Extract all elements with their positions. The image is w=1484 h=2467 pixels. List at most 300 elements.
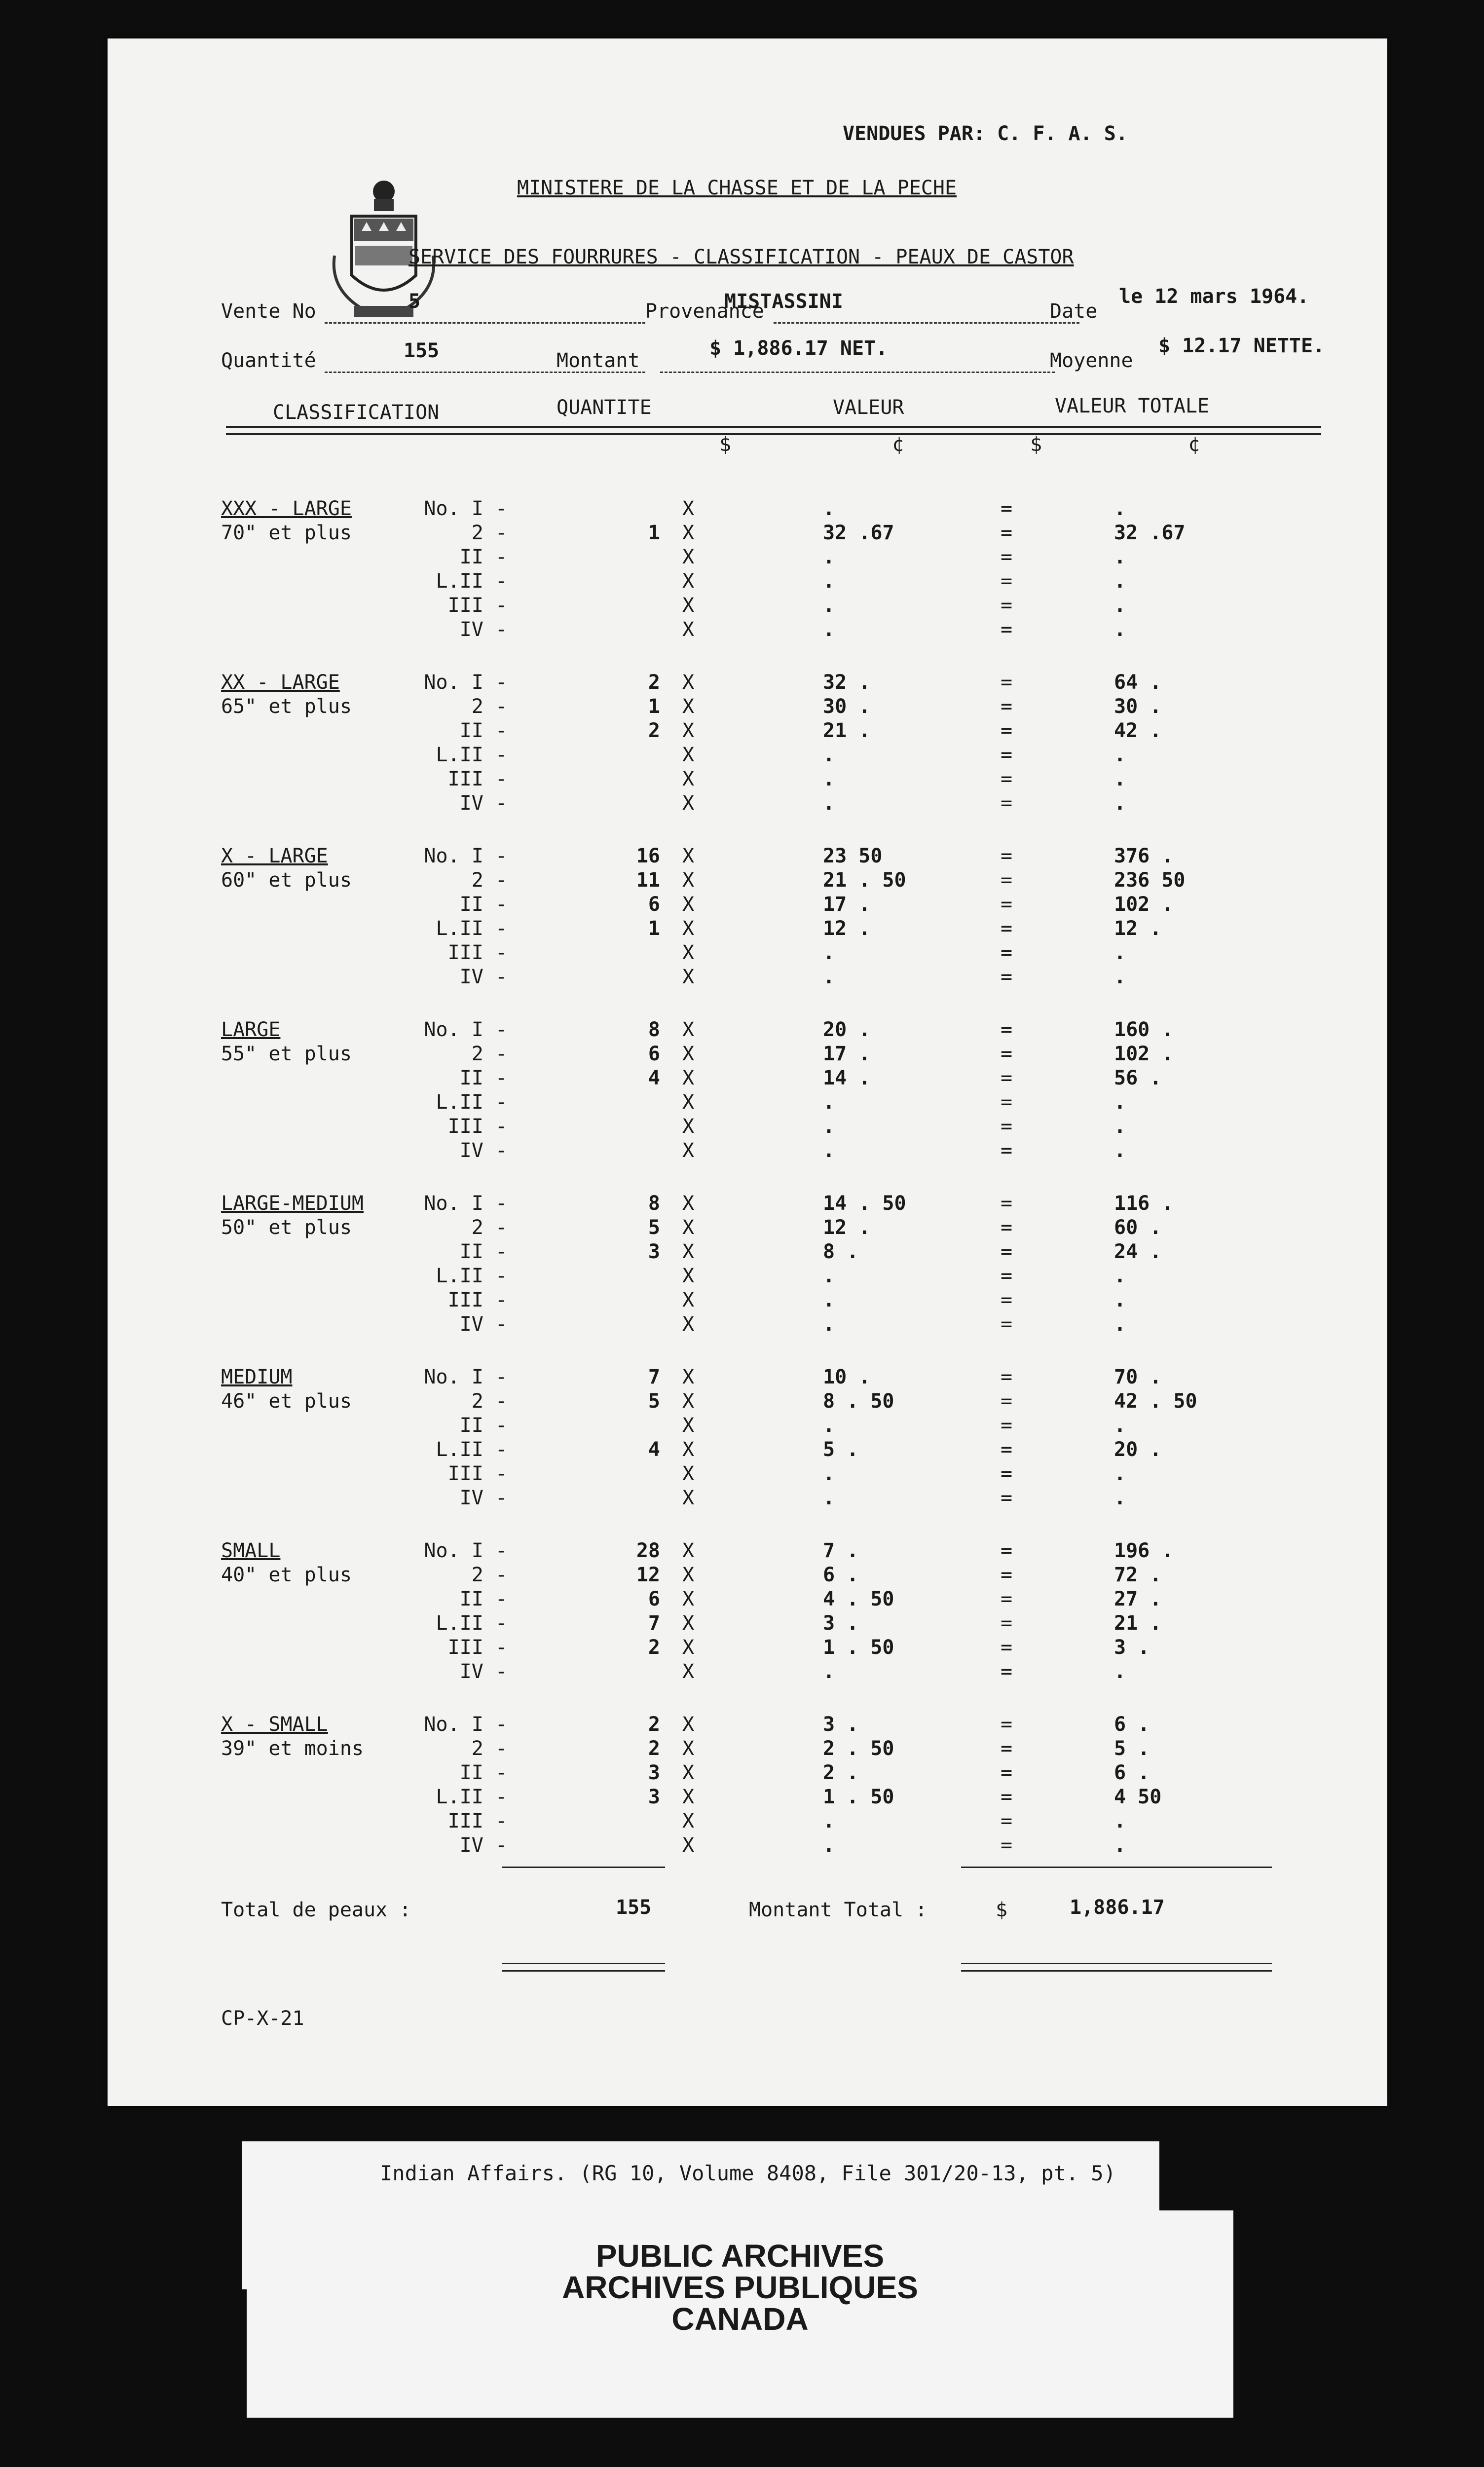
value-cell: .	[823, 594, 835, 617]
amount-total-rule	[961, 1867, 1272, 1868]
quantity-cell: 2	[648, 1713, 660, 1736]
equals-mark: =	[1001, 1612, 1013, 1635]
grade-label: L.II -	[436, 1612, 507, 1635]
value-cell: 17 .	[823, 893, 871, 916]
stamp-line-3: CANADA	[671, 2301, 809, 2337]
multiply-mark: X	[682, 1216, 695, 1239]
equals-mark: =	[1001, 618, 1013, 641]
multiply-mark: X	[682, 1390, 695, 1413]
total-cell: 32 .67	[1114, 522, 1186, 544]
vente-label: Vente No	[221, 300, 316, 323]
total-cell: .	[1114, 1313, 1126, 1336]
grade-label: III -	[447, 1810, 507, 1832]
total-cell: 12 .	[1114, 917, 1162, 940]
grade-label: 2 -	[471, 1216, 507, 1239]
equals-mark: =	[1001, 1216, 1013, 1239]
multiply-mark: X	[682, 570, 695, 593]
grade-label: III -	[447, 1289, 507, 1311]
equals-mark: =	[1001, 768, 1013, 790]
total-cell: .	[1114, 744, 1126, 766]
multiply-mark: X	[682, 1713, 695, 1736]
equals-mark: =	[1001, 1043, 1013, 1065]
equals-mark: =	[1001, 1139, 1013, 1162]
stamp-line-1: PUBLIC ARCHIVES	[595, 2238, 885, 2274]
archive-reference: Indian Affairs. (RG 10, Volume 8408, File 301/20-13, pt. 5)	[380, 2161, 1116, 2185]
value-cell: .	[823, 1834, 835, 1857]
grade-label: II -	[459, 1240, 507, 1263]
grade-label: 2 -	[471, 522, 507, 544]
section-name: LARGE	[221, 1018, 281, 1041]
grade-label: III -	[447, 594, 507, 617]
section-size: 55" et plus	[221, 1043, 352, 1065]
quantity-cell: 2	[648, 719, 660, 742]
equals-mark: =	[1001, 1636, 1013, 1659]
value-cell: 14 .	[823, 1067, 871, 1089]
value-cell: .	[823, 941, 835, 964]
multiply-mark: X	[682, 917, 695, 940]
multiply-mark: X	[682, 869, 695, 892]
moyenne-label: Moyenne	[1050, 349, 1133, 372]
grade-label: 2 -	[471, 1564, 507, 1586]
equals-mark: =	[1001, 1487, 1013, 1509]
grade-label: No. I -	[424, 1192, 507, 1215]
value-cell: 8 .	[823, 1240, 859, 1263]
total-cell: .	[1114, 594, 1126, 617]
multiply-mark: X	[682, 792, 695, 815]
quantity-cell: 4	[648, 1067, 660, 1089]
total-cell: 42 . 50	[1114, 1390, 1197, 1413]
equals-mark: =	[1001, 1462, 1013, 1485]
grade-label: No. I -	[424, 671, 507, 694]
valeur-cent-sign: ¢	[892, 433, 904, 456]
quantity-cell: 8	[648, 1018, 660, 1041]
value-cell: 10 .	[823, 1366, 871, 1388]
col-quantite: QUANTITE	[556, 396, 652, 419]
total-cell: 6 .	[1114, 1761, 1150, 1784]
quantite-value: 155	[404, 339, 440, 362]
total-cell: .	[1114, 792, 1126, 815]
total-cell: 4 50	[1114, 1786, 1162, 1808]
total-cell: 102 .	[1114, 1043, 1174, 1065]
grade-label: No. I -	[424, 845, 507, 867]
equals-mark: =	[1001, 744, 1013, 766]
grade-label: L.II -	[436, 917, 507, 940]
grade-label: 2 -	[471, 1390, 507, 1413]
value-cell: 23 50	[823, 845, 883, 867]
quantity-cell: 2	[648, 671, 660, 694]
multiply-mark: X	[682, 1660, 695, 1683]
equals-mark: =	[1001, 1390, 1013, 1413]
quantity-cell: 3	[648, 1240, 660, 1263]
value-cell: .	[823, 1487, 835, 1509]
multiply-mark: X	[682, 497, 695, 520]
equals-mark: =	[1001, 1115, 1013, 1138]
total-cell: .	[1114, 1414, 1126, 1437]
equals-mark: =	[1001, 1366, 1013, 1388]
value-cell: 14 . 50	[823, 1192, 906, 1215]
montant-total-value: 1,886.17	[1070, 1896, 1165, 1919]
multiply-mark: X	[682, 594, 695, 617]
value-cell: .	[823, 1115, 835, 1138]
value-cell: 30 .	[823, 695, 871, 718]
value-cell: .	[823, 497, 835, 520]
vente-dash	[325, 322, 645, 324]
section-name: X - SMALL	[221, 1713, 328, 1736]
grade-label: III -	[447, 1115, 507, 1138]
value-cell: 8 . 50	[823, 1390, 894, 1413]
equals-mark: =	[1001, 1713, 1013, 1736]
total-cell: 20 .	[1114, 1438, 1162, 1461]
section-name: X - LARGE	[221, 845, 328, 867]
provenance-dash	[774, 322, 1079, 324]
multiply-mark: X	[682, 1240, 695, 1263]
qty-double-rule-1	[502, 1963, 665, 1964]
col-valeur-totale: VALEUR TOTALE	[1055, 395, 1210, 417]
value-cell: .	[823, 966, 835, 988]
quantity-cell: 28	[636, 1539, 660, 1562]
multiply-mark: X	[682, 1192, 695, 1215]
value-cell: 17 .	[823, 1043, 871, 1065]
quantity-cell: 6	[648, 893, 660, 916]
provenance-label: Provenance	[645, 300, 764, 323]
multiply-mark: X	[682, 768, 695, 790]
montant-dash	[660, 372, 1055, 373]
montant-total-label: Montant Total :	[749, 1899, 928, 1921]
equals-mark: =	[1001, 1737, 1013, 1760]
total-cell: 70 .	[1114, 1366, 1162, 1388]
equals-mark: =	[1001, 1588, 1013, 1610]
quantity-cell: 12	[636, 1564, 660, 1586]
multiply-mark: X	[682, 1091, 695, 1114]
total-cell: 21 .	[1114, 1612, 1162, 1635]
document-page	[108, 38, 1387, 2106]
equals-mark: =	[1001, 917, 1013, 940]
form-code: CP-X-21	[221, 2007, 304, 2030]
multiply-mark: X	[682, 719, 695, 742]
value-cell: 21 .	[823, 719, 871, 742]
quantite-label: Quantité	[221, 349, 316, 372]
section-size: 60" et plus	[221, 869, 352, 892]
multiply-mark: X	[682, 1539, 695, 1562]
vendues-par-text: VENDUES PAR: C. F. A. S.	[843, 122, 1128, 145]
value-cell: 12 .	[823, 1216, 871, 1239]
total-cell: 30 .	[1114, 695, 1162, 718]
section-size: 70" et plus	[221, 522, 352, 544]
multiply-mark: X	[682, 1043, 695, 1065]
grade-label: II -	[459, 1588, 507, 1610]
multiply-mark: X	[682, 941, 695, 964]
equals-mark: =	[1001, 671, 1013, 694]
total-cell: 160 .	[1114, 1018, 1174, 1041]
value-cell: 2 .	[823, 1761, 859, 1784]
stamp-line-2: ARCHIVES PUBLIQUES	[562, 2270, 918, 2305]
quantity-cell: 4	[648, 1438, 660, 1461]
equals-mark: =	[1001, 869, 1013, 892]
multiply-mark: X	[682, 1018, 695, 1041]
equals-mark: =	[1001, 1289, 1013, 1311]
multiply-mark: X	[682, 845, 695, 867]
value-cell: .	[823, 570, 835, 593]
total-cell: .	[1114, 1091, 1126, 1114]
amount-double-rule-2	[961, 1970, 1272, 1972]
col-valeur: VALEUR	[833, 396, 904, 419]
total-cell: 72 .	[1114, 1564, 1162, 1586]
multiply-mark: X	[682, 744, 695, 766]
col-classification: CLASSIFICATION	[273, 401, 440, 424]
value-cell: .	[823, 1313, 835, 1336]
public-archives-stamp	[247, 2210, 1233, 2418]
value-cell: .	[823, 744, 835, 766]
grade-label: IV -	[459, 966, 507, 988]
grade-label: 2 -	[471, 1043, 507, 1065]
total-cell: 196 .	[1114, 1539, 1174, 1562]
multiply-mark: X	[682, 893, 695, 916]
multiply-mark: X	[682, 1810, 695, 1832]
multiply-mark: X	[682, 1414, 695, 1437]
grade-label: IV -	[459, 792, 507, 815]
total-cell: 5 .	[1114, 1737, 1150, 1760]
value-cell: 7 .	[823, 1539, 859, 1562]
service-title: SERVICE DES FOURRURES - CLASSIFICATION - PEAUX DE CASTOR	[408, 246, 1074, 268]
value-cell: .	[823, 1660, 835, 1683]
section-size: 50" et plus	[221, 1216, 352, 1239]
value-cell: .	[823, 1810, 835, 1832]
equals-mark: =	[1001, 941, 1013, 964]
equals-mark: =	[1001, 1414, 1013, 1437]
equals-mark: =	[1001, 497, 1013, 520]
equals-mark: =	[1001, 1539, 1013, 1562]
quantity-cell: 16	[636, 845, 660, 867]
equals-mark: =	[1001, 1834, 1013, 1857]
multiply-mark: X	[682, 1462, 695, 1485]
multiply-mark: X	[682, 522, 695, 544]
multiply-mark: X	[682, 1265, 695, 1287]
grade-label: IV -	[459, 1834, 507, 1857]
multiply-mark: X	[682, 966, 695, 988]
multiply-mark: X	[682, 1115, 695, 1138]
value-cell: 3 .	[823, 1612, 859, 1635]
total-cell: .	[1114, 1462, 1126, 1485]
section-size: 40" et plus	[221, 1564, 352, 1586]
total-cell: 3 .	[1114, 1636, 1150, 1659]
grade-label: L.II -	[436, 1265, 507, 1287]
value-cell: 32 .67	[823, 522, 894, 544]
montant-label: Montant	[556, 349, 640, 372]
value-cell: .	[823, 1091, 835, 1114]
grade-label: No. I -	[424, 1713, 507, 1736]
total-cell: 42 .	[1114, 719, 1162, 742]
equals-mark: =	[1001, 570, 1013, 593]
total-cell: 27 .	[1114, 1588, 1162, 1610]
montant-value: $ 1,886.17 NET.	[709, 337, 888, 360]
multiply-mark: X	[682, 546, 695, 568]
qty-total-rule	[502, 1867, 665, 1868]
quantity-cell: 1	[648, 917, 660, 940]
total-cell: .	[1114, 1289, 1126, 1311]
total-cell: 116 .	[1114, 1192, 1174, 1215]
date-label: Date	[1050, 300, 1098, 323]
total-cell: 56 .	[1114, 1067, 1162, 1089]
equals-mark: =	[1001, 1438, 1013, 1461]
equals-mark: =	[1001, 1810, 1013, 1832]
equals-mark: =	[1001, 695, 1013, 718]
total-cell: .	[1114, 1487, 1126, 1509]
quantity-cell: 5	[648, 1390, 660, 1413]
value-cell: .	[823, 1414, 835, 1437]
quantity-cell: 7	[648, 1612, 660, 1635]
value-cell: .	[823, 618, 835, 641]
equals-mark: =	[1001, 893, 1013, 916]
value-cell: .	[823, 792, 835, 815]
grade-label: III -	[447, 1462, 507, 1485]
equals-mark: =	[1001, 1192, 1013, 1215]
section-name: SMALL	[221, 1539, 281, 1562]
qty-double-rule-2	[502, 1970, 665, 1972]
equals-mark: =	[1001, 1761, 1013, 1784]
multiply-mark: X	[682, 1786, 695, 1808]
equals-mark: =	[1001, 1660, 1013, 1683]
quantity-cell: 2	[648, 1636, 660, 1659]
grade-label: No. I -	[424, 497, 507, 520]
grade-label: No. I -	[424, 1366, 507, 1388]
grade-label: III -	[447, 941, 507, 964]
grade-label: 2 -	[471, 869, 507, 892]
quantity-cell: 3	[648, 1761, 660, 1784]
multiply-mark: X	[682, 1612, 695, 1635]
value-cell: 6 .	[823, 1564, 859, 1586]
grade-label: L.II -	[436, 1091, 507, 1114]
value-cell: 3 .	[823, 1713, 859, 1736]
multiply-mark: X	[682, 1438, 695, 1461]
multiply-mark: X	[682, 1289, 695, 1311]
quantity-cell: 5	[648, 1216, 660, 1239]
equals-mark: =	[1001, 966, 1013, 988]
total-cell: .	[1114, 1834, 1126, 1857]
grade-label: No. I -	[424, 1539, 507, 1562]
quantity-cell: 8	[648, 1192, 660, 1215]
section-name: LARGE-MEDIUM	[221, 1192, 364, 1215]
total-cell: 24 .	[1114, 1240, 1162, 1263]
equals-mark: =	[1001, 1265, 1013, 1287]
grade-label: No. I -	[424, 1018, 507, 1041]
grade-label: IV -	[459, 1313, 507, 1336]
quantity-cell: 6	[648, 1043, 660, 1065]
value-cell: 5 .	[823, 1438, 859, 1461]
grade-label: III -	[447, 768, 507, 790]
multiply-mark: X	[682, 1761, 695, 1784]
grade-label: 2 -	[471, 1737, 507, 1760]
section-name: XX - LARGE	[221, 671, 340, 694]
quantity-cell: 1	[648, 695, 660, 718]
grade-label: II -	[459, 1067, 507, 1089]
multiply-mark: X	[682, 618, 695, 641]
total-cell: 236 50	[1114, 869, 1186, 892]
value-cell: 1 . 50	[823, 1786, 894, 1808]
value-cell: .	[823, 1289, 835, 1311]
grade-label: II -	[459, 893, 507, 916]
value-cell: 4 . 50	[823, 1588, 894, 1610]
total-cell: .	[1114, 497, 1126, 520]
vente-value: 5	[408, 290, 421, 313]
total-cell: 6 .	[1114, 1713, 1150, 1736]
total-cell: 60 .	[1114, 1216, 1162, 1239]
grade-label: II -	[459, 546, 507, 568]
total-cell: .	[1114, 1115, 1126, 1138]
grade-label: IV -	[459, 1660, 507, 1683]
moyenne-value: $ 12.17 NETTE.	[1158, 335, 1325, 357]
equals-mark: =	[1001, 1067, 1013, 1089]
equals-mark: =	[1001, 522, 1013, 544]
date-value: le 12 mars 1964.	[1119, 285, 1309, 308]
total-cell: .	[1114, 1660, 1126, 1683]
multiply-mark: X	[682, 1834, 695, 1857]
value-cell: .	[823, 1265, 835, 1287]
equals-mark: =	[1001, 1313, 1013, 1336]
amount-double-rule-1	[961, 1963, 1272, 1964]
header-rule-1	[226, 426, 1321, 428]
quantity-cell: 7	[648, 1366, 660, 1388]
quantity-cell: 3	[648, 1786, 660, 1808]
multiply-mark: X	[682, 1737, 695, 1760]
header-rule-2	[226, 433, 1321, 435]
total-cell: 102 .	[1114, 893, 1174, 916]
value-cell: 12 .	[823, 917, 871, 940]
value-cell: 20 .	[823, 1018, 871, 1041]
total-dollar-sign: $	[1030, 433, 1042, 456]
equals-mark: =	[1001, 546, 1013, 568]
ministere-title: MINISTERE DE LA CHASSE ET DE LA PECHE	[517, 177, 957, 199]
total-cell: .	[1114, 768, 1126, 790]
grade-label: L.II -	[436, 570, 507, 593]
montant-total-dollar: $	[996, 1899, 1008, 1921]
grade-label: II -	[459, 1414, 507, 1437]
grade-label: L.II -	[436, 1438, 507, 1461]
total-cell: 376 .	[1114, 845, 1174, 867]
value-cell: 21 . 50	[823, 869, 906, 892]
grade-label: IV -	[459, 618, 507, 641]
multiply-mark: X	[682, 1588, 695, 1610]
equals-mark: =	[1001, 1240, 1013, 1263]
multiply-mark: X	[682, 671, 695, 694]
provenance-value: MISTASSINI	[724, 290, 843, 313]
total-peaux-label: Total de peaux :	[221, 1899, 411, 1921]
grade-label: 2 -	[471, 695, 507, 718]
equals-mark: =	[1001, 1786, 1013, 1808]
multiply-mark: X	[682, 1487, 695, 1509]
equals-mark: =	[1001, 845, 1013, 867]
total-cent-sign: ¢	[1188, 433, 1200, 456]
total-cell: .	[1114, 546, 1126, 568]
equals-mark: =	[1001, 594, 1013, 617]
total-cell: .	[1114, 570, 1126, 593]
equals-mark: =	[1001, 1091, 1013, 1114]
multiply-mark: X	[682, 1313, 695, 1336]
value-cell: 32 .	[823, 671, 871, 694]
multiply-mark: X	[682, 1139, 695, 1162]
total-cell: .	[1114, 618, 1126, 641]
total-cell: .	[1114, 941, 1126, 964]
value-cell: .	[823, 546, 835, 568]
quantity-cell: 11	[636, 869, 660, 892]
total-cell: .	[1114, 1139, 1126, 1162]
total-cell: .	[1114, 1810, 1126, 1832]
grade-label: II -	[459, 1761, 507, 1784]
section-name: XXX - LARGE	[221, 497, 352, 520]
total-cell: .	[1114, 1265, 1126, 1287]
valeur-dollar-sign: $	[719, 433, 732, 456]
section-size: 39" et moins	[221, 1737, 364, 1760]
grade-label: III -	[447, 1636, 507, 1659]
